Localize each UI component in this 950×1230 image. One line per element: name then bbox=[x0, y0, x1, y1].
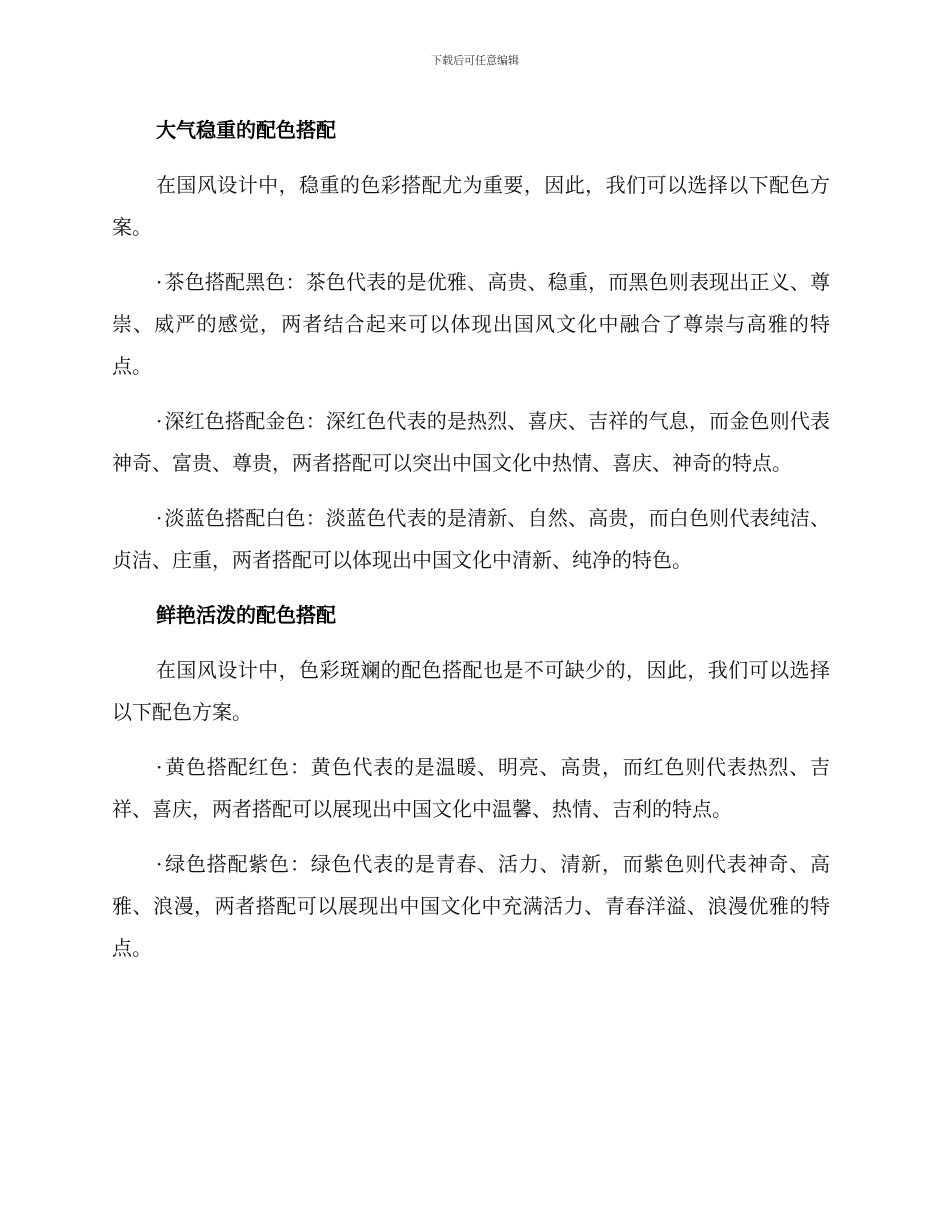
bullet-mark: · bbox=[156, 755, 163, 779]
bullet-mark: · bbox=[156, 270, 163, 294]
color-pair-item bbox=[112, 843, 830, 969]
section-steady-colors bbox=[112, 109, 830, 581]
color-pair-item bbox=[112, 400, 830, 484]
bullet-mark: · bbox=[156, 852, 163, 876]
color-pair-text: 深红色搭配金色：深红色代表的是热烈、喜庆、吉祥的气息，而金色则代表神奇、富贵、尊贵，两者搭配可以突出中国文化中热情、喜庆、神奇的特点。 bbox=[112, 409, 830, 475]
color-pair-item bbox=[112, 497, 830, 581]
section-intro: 在国风设计中，稳重的色彩搭配尤为重要，因此，我们可以选择以下配色方案。 bbox=[112, 173, 830, 239]
section-vivid-colors bbox=[112, 594, 830, 969]
color-pair-text: 绿色搭配紫色：绿色代表的是青春、活力、清新，而紫色则代表神奇、高雅、浪漫，两者搭配可以展现出中国文化中充满活力、青春洋溢、浪漫优雅的特点。 bbox=[112, 852, 830, 960]
section-intro: 在国风设计中，色彩斑斓的配色搭配也是不可缺少的，因此，我们可以选择以下配色方案。 bbox=[112, 658, 830, 724]
color-pair-item bbox=[112, 261, 830, 387]
color-pair-text: 黄色搭配红色：黄色代表的是温暖、明亮、高贵，而红色则代表热烈、吉祥、喜庆，两者搭配可以展现出中国文化中温馨、热情、吉利的特点。 bbox=[112, 755, 830, 821]
page-header-note: 下载后可任意编辑 bbox=[431, 54, 519, 67]
section-heading: 大气稳重的配色搭配 bbox=[156, 118, 336, 142]
color-pair-item bbox=[112, 746, 830, 830]
color-pair-text: 淡蓝色搭配白色：淡蓝色代表的是清新、自然、高贵，而白色则代表纯洁、贞洁、庄重，两者搭配可以体现出中国文化中清新、纯净的特色。 bbox=[112, 506, 830, 572]
section-heading: 鲜艳活泼的配色搭配 bbox=[156, 603, 336, 627]
bullet-mark: · bbox=[156, 506, 163, 530]
bullet-mark: · bbox=[156, 409, 163, 433]
document-body bbox=[112, 109, 830, 982]
color-pair-text: 茶色搭配黑色：茶色代表的是优雅、高贵、稳重，而黑色则表现出正义、尊崇、威严的感觉，两者结合起来可以体现出国风文化中融合了尊崇与高雅的特点。 bbox=[112, 270, 830, 378]
